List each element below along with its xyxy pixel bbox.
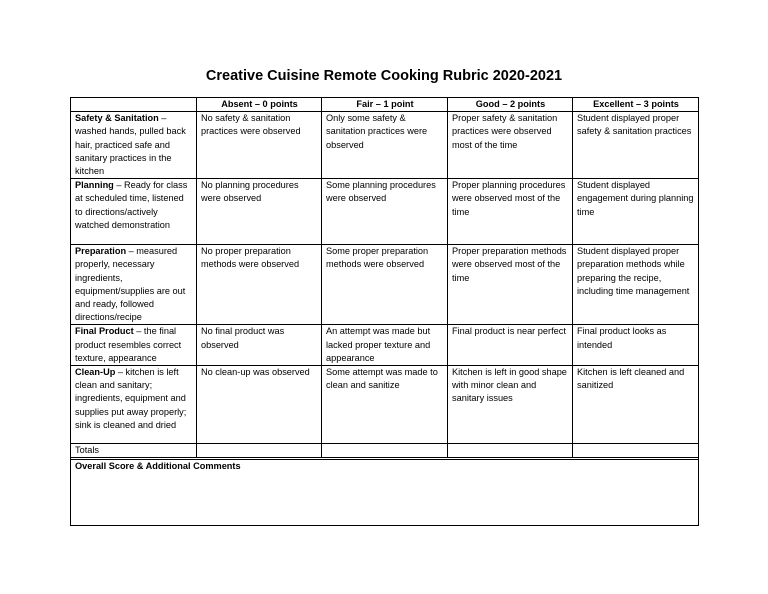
criterion-cell [71,112,197,179]
totals-cell-fair [322,444,448,458]
table-row [71,179,699,245]
score-cell-fair: Some attempt was made to clean and sanitize [322,366,448,444]
score-cell-absent: No planning procedures were observed [197,179,322,245]
score-cell-fair: Some proper preparation methods were observed [322,245,448,325]
criterion-cell [71,366,197,444]
criterion-name: Final Product [75,326,134,337]
score-cell-absent: No final product was observed [197,325,322,366]
criterion-cell [71,325,197,366]
header-good: Good – 2 points [448,98,573,112]
criterion-cell [71,245,197,325]
criterion-description: – washed hands, pulled back hair, practiced safe and sanitary practices in the kitchen [75,113,186,177]
score-cell-absent: No safety & sanitation practices were observed [197,112,322,179]
score-cell-absent: No proper preparation methods were observed [197,245,322,325]
totals-cell-excellent [573,444,699,458]
criterion-description: – kitchen is left clean and sanitary; ingredients, equipment and supplies put away properly; sink is cleaned and dried [75,367,187,430]
overall-comments-label: Overall Score & Additional Comments [75,461,241,472]
header-row [71,98,699,112]
score-cell-excellent: Final product looks as intended [573,325,699,366]
criterion-description: – the final product resembles correct texture, appearance [75,326,182,363]
score-cell-fair: An attempt was made but lacked proper texture and appearance [322,325,448,366]
criterion-name: Preparation [75,246,127,257]
totals-cell-absent [197,444,322,458]
criterion-description: – measured properly, necessary ingredients, equipment/supplies are out and ready, followed directions/recipe [75,246,186,323]
criterion-description: – Ready for class at scheduled time, listened to directions/actively watched demonstration [75,180,188,230]
score-cell-good: Kitchen is left in good shape with minor clean and sanitary issues [448,366,573,444]
score-cell-good: Proper planning procedures were observed most of the time [448,179,573,245]
score-cell-fair: Some planning procedures were observed [322,179,448,245]
table-row [71,325,699,366]
score-cell-good: Proper preparation methods were observed most of the time [448,245,573,325]
table-row [71,245,699,325]
score-cell-fair: Only some safety & sanitation practices were observed [322,112,448,179]
score-cell-excellent: Student displayed engagement during planning time [573,179,699,245]
header-criteria-cell [71,98,197,112]
score-cell-good: Proper safety & sanitation practices were observed most of the time [448,112,573,179]
criterion-cell [71,179,197,245]
score-cell-good: Final product is near perfect [448,325,573,366]
table-row [71,112,699,179]
rubric-table [70,97,699,526]
header-absent: Absent – 0 points [197,98,322,112]
score-cell-excellent: Kitchen is left cleaned and sanitized [573,366,699,444]
score-cell-excellent: Student displayed proper preparation methods while preparing the recipe, including time management [573,245,699,325]
score-cell-absent: No clean-up was observed [197,366,322,444]
header-fair: Fair – 1 point [322,98,448,112]
overall-row [71,460,699,526]
table-row [71,366,699,444]
criterion-name: Planning [75,180,114,191]
totals-label: Totals [71,444,197,458]
overall-comments-cell [71,460,699,526]
criterion-name: Safety & Sanitation [75,113,159,124]
criterion-name: Clean-Up [75,367,116,378]
totals-cell-good [448,444,573,458]
header-excellent: Excellent – 3 points [573,98,699,112]
document-title: Creative Cuisine Remote Cooking Rubric 2020-2021 [205,68,563,84]
score-cell-excellent: Student displayed proper safety & sanitation practices [573,112,699,179]
totals-row [71,444,699,458]
